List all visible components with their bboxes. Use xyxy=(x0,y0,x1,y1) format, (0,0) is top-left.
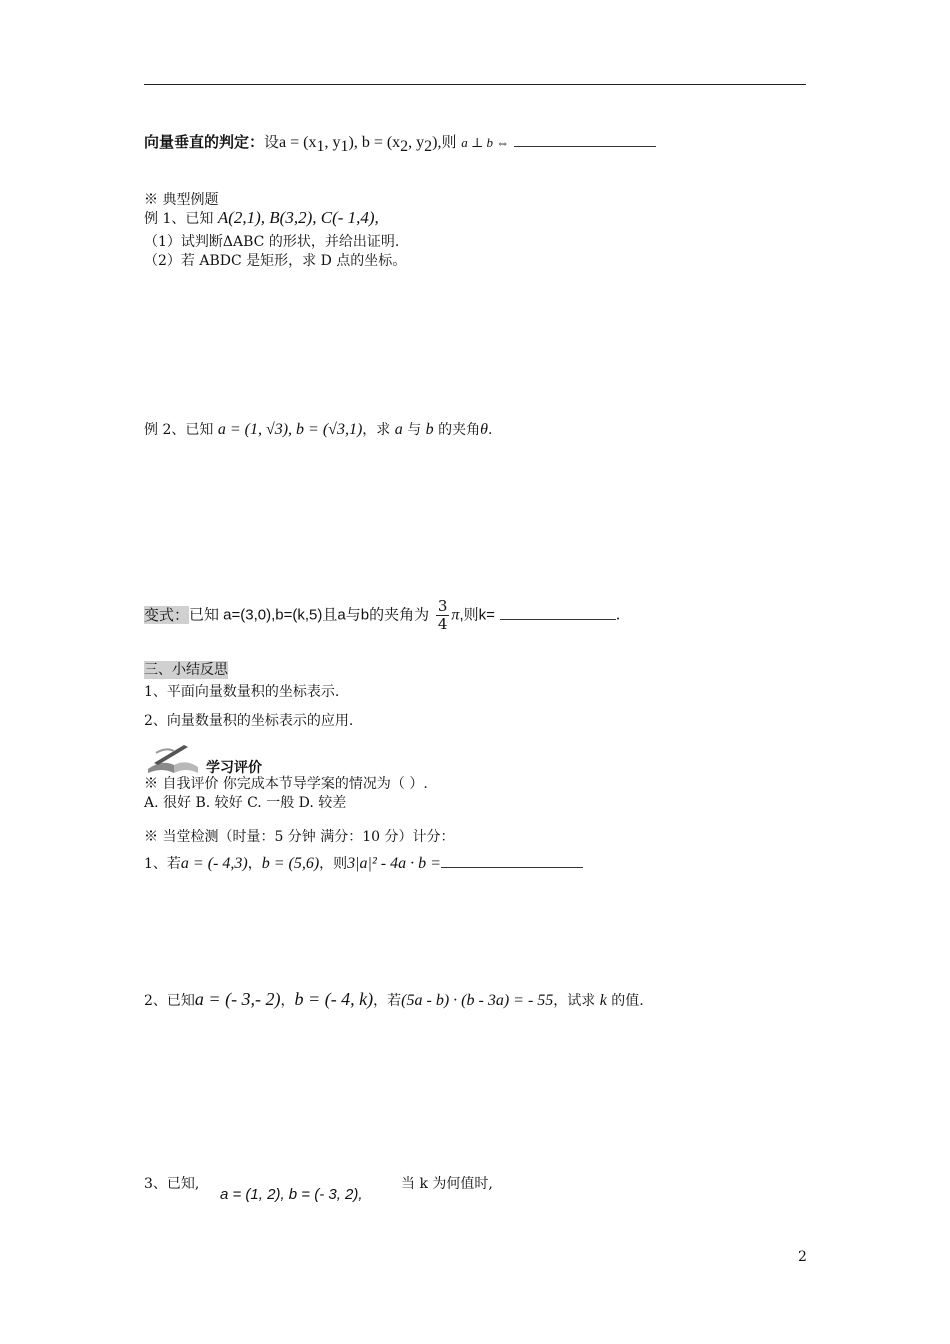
example-2-tail-2: 与 xyxy=(407,422,422,438)
perp-y1-lead: , y xyxy=(324,134,341,151)
quiz-q1-expression: 3|a|² - 4a · b = xyxy=(347,855,441,872)
example-2-var-a: a xyxy=(394,421,403,438)
summary-item-2: 2、向量数量积的坐标表示的应用. xyxy=(144,713,354,729)
variant-fraction xyxy=(436,598,450,633)
variant-answer-blank xyxy=(500,607,616,620)
quiz-q1-ze: ，则 xyxy=(319,856,348,872)
variant-text-1: 已知 a=(3,0),b=(k,5)且a与b的夹角为 xyxy=(189,606,430,624)
summary-heading: 三、小结反思 xyxy=(144,662,228,678)
example-2-end: . xyxy=(487,422,493,438)
variant-text-2: ,则k= xyxy=(459,606,495,624)
quiz-heading: ※ 当堂检测（时量：5 分钟 满分：10 分）计分： xyxy=(144,829,455,845)
perp-criterion-line xyxy=(144,133,656,156)
quiz-q1-line xyxy=(144,855,583,873)
quiz-q1-vec-b: b = (5,6) xyxy=(261,855,320,872)
perp-ze: 则 xyxy=(441,133,457,151)
perp-x1: 1 xyxy=(316,138,325,155)
quiz-q2-vec-b: b = (- 4, k) xyxy=(294,989,374,1009)
quiz-q2-line xyxy=(144,990,644,1010)
example-2-theta: θ xyxy=(480,421,488,438)
variant-frac-den: 4 xyxy=(437,615,448,633)
quiz-q1-prefix: 1、若 xyxy=(144,856,181,872)
evaluation-title: 学习评价 xyxy=(206,760,262,776)
variant-end: . xyxy=(615,605,621,624)
example-2-line xyxy=(144,421,492,439)
summary-item-1: 1、平面向量数量积的坐标表示. xyxy=(144,684,340,700)
perp-criterion-label: 向量垂直的判定： xyxy=(144,133,265,151)
quiz-q2-sep: ， xyxy=(280,993,295,1009)
variant-pi: π xyxy=(451,606,460,624)
example-2-vectors: a = (1, √3), b = (√3,1) xyxy=(217,421,363,438)
example-1-q2: （2）若 ABDC 是矩形，求 D 点的坐标。 xyxy=(144,253,407,269)
book-quill-icon xyxy=(144,741,202,775)
quiz-q1-sep: ， xyxy=(247,856,262,872)
perp-a-eq: a = (x xyxy=(279,134,317,151)
perp-y2: 2 xyxy=(424,138,433,155)
examples-heading: ※ 典型例题 xyxy=(144,192,219,208)
perp-answer-blank xyxy=(514,134,656,147)
quiz-q3-tail: 当 k 为何值时, xyxy=(401,1176,493,1192)
perp-y2-lead: , y xyxy=(408,134,425,151)
perp-condition: a ⊥ b ⇔ xyxy=(461,135,510,150)
example-1-intro: 例 1、已知 xyxy=(144,211,214,227)
example-2-var-b: b xyxy=(425,421,434,438)
quiz-q1-vec-a: a = (- 4,3) xyxy=(180,855,248,872)
perp-x2: 2 xyxy=(400,138,409,155)
variant-frac-num: 3 xyxy=(437,597,448,615)
perp-she: 设 xyxy=(264,133,280,151)
perp-y1: 1 xyxy=(340,138,349,155)
example-2-tail-1: ，求 xyxy=(362,422,391,438)
perp-close: ), xyxy=(432,134,442,151)
example-2-tail-3: 的夹角 xyxy=(438,422,481,438)
quiz-q2-ruo: ，若 xyxy=(373,993,402,1009)
evaluation-options: A. 很好 B. 较好 C. 一般 D. 较差 xyxy=(144,795,347,811)
example-1-line xyxy=(144,209,379,228)
example-1-q1: （1）试判断ΔABC 的形状，并给出证明. xyxy=(144,234,400,250)
self-evaluation: ※ 自我评价 你完成本节导学案的情况为（ ）. xyxy=(144,776,428,792)
quiz-q2-expression: (5a - b) · (b - 3a) = - 55 xyxy=(401,992,554,1009)
quiz-q2-k: k xyxy=(599,992,607,1009)
example-2-intro: 例 2、已知 xyxy=(144,422,214,438)
quiz-q3-vectors: a = (1, 2), b = (- 3, 2), xyxy=(220,1186,363,1203)
page-number: 2 xyxy=(798,1249,807,1265)
perp-b-eq: ), b = (x xyxy=(348,134,401,151)
header-rule xyxy=(144,84,806,85)
variant-line xyxy=(144,598,620,633)
example-1-points: A(2,1), B(3,2), C(- 1,4), xyxy=(217,208,379,227)
quiz-q1-answer-blank xyxy=(441,855,583,868)
variant-label: 变式： xyxy=(144,605,190,624)
quiz-q2-vec-a: a = (- 3,- 2) xyxy=(194,989,281,1009)
quiz-q3-prefix: 3、已知, xyxy=(144,1176,200,1192)
quiz-q2-end: 的值. xyxy=(611,993,644,1009)
quiz-q2-tail: ，试求 xyxy=(553,993,596,1009)
quiz-q2-prefix: 2、已知 xyxy=(144,993,195,1009)
